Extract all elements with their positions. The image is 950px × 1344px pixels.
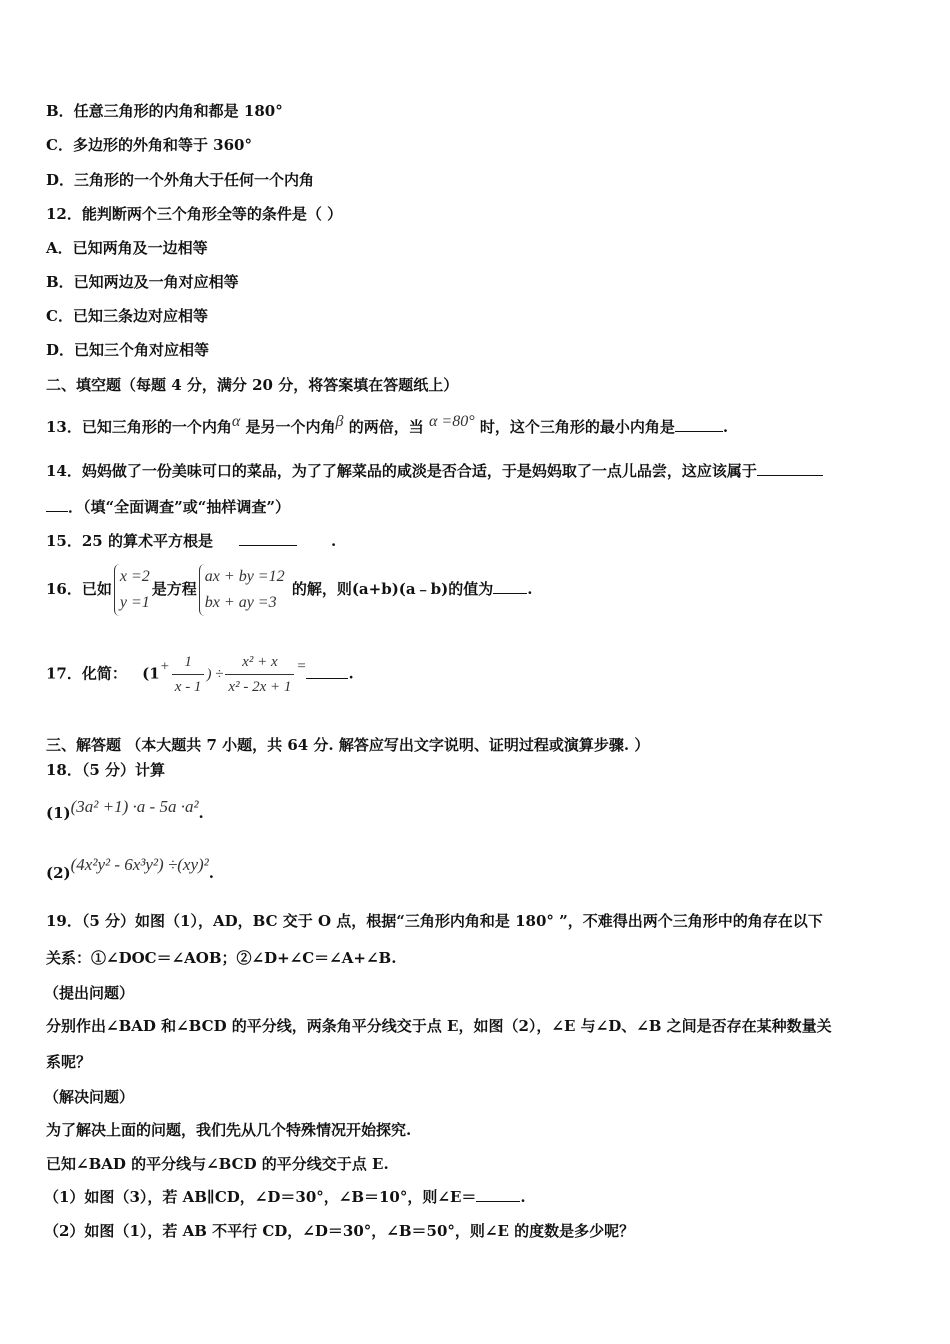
q16-equation-system [199, 564, 285, 616]
q16-sys1-eq1: x =2 [119, 568, 150, 585]
q13-condition: α =80° [429, 413, 475, 430]
q13-part3: 的两倍，当 [348, 418, 424, 436]
q12-option-a: A．已知两角及一边相等 [46, 239, 208, 257]
q19-line5: 为了解决上面的问题，我们先从几个特殊情况开始探究. [46, 1121, 412, 1139]
q15-line [46, 531, 336, 551]
q12-stem: 12．能判断两个三个角形全等的条件是（ ） [46, 205, 343, 223]
q18-stem: 18．（5 分）计算 [46, 761, 166, 779]
q19-raise-heading: （提出问题） [44, 984, 135, 1002]
q18-part2 [46, 853, 215, 882]
q17-f2-numerator: x² + x [225, 650, 294, 675]
q19-line1: 19．（5 分）如图（1），AD，BC 交于 O 点，根据“三角形内角和是 180° ”，不难得出两个三角形中的角存在以下 [46, 912, 823, 930]
q16-sys1-eq2: y =1 [119, 594, 150, 611]
q14-answer-blank[interactable] [757, 461, 823, 476]
q17-divide: ) ÷ [206, 666, 224, 683]
q14-answer-blank-cont[interactable] [46, 497, 68, 512]
q19-sub1-end: . [520, 1188, 526, 1206]
q13-part4: 时，这个三角形的最小内角是 [479, 418, 675, 436]
section3-heading: 三、解答题 （本大题共 7 小题，共 64 分. 解答应写出文字说明、证明过程或演算步骤. ） [46, 736, 650, 754]
q19-line4: 系呢？ [46, 1053, 92, 1071]
q17-end: . [348, 664, 354, 683]
q12-option-d: D．已知三个角对应相等 [46, 341, 210, 359]
q17-answer-blank[interactable] [306, 664, 348, 679]
q12-option-c: C．已知三条边对应相等 [46, 307, 208, 325]
q16-line [46, 564, 532, 616]
q15-text: 15．25 的算术平方根是 [46, 532, 213, 550]
q11-option-d: D．三角形的一个外角大于任何一个内角 [46, 171, 315, 189]
q17-f1-denominator: x - 1 [174, 679, 202, 695]
q16-answer-blank[interactable] [493, 579, 527, 594]
q19-solve-heading: （解决问题） [44, 1088, 135, 1106]
q18-p1-label: (1) [46, 804, 71, 822]
q15-end: . [330, 532, 337, 550]
q13-beta: β [335, 413, 344, 430]
q12-option-b: B．已知两边及一角对应相等 [46, 273, 239, 291]
q19-sub2: （2）如图（1），若 AB 不平行 CD，∠D＝30°，∠B＝50°，则∠E 的度数是多少呢？ [44, 1222, 635, 1240]
section2-heading: 二、填空题（每题 4 分，满分 20 分，将答案填在答题纸上） [46, 376, 459, 394]
q19-sub1-answer-blank[interactable] [476, 1187, 520, 1202]
q19-sub1 [44, 1187, 526, 1207]
q14-text: 14．妈妈做了一份美味可口的菜品，为了了解菜品的咸淡是否合适，于是妈妈取了一点儿品尝，这应该属于 [46, 462, 757, 480]
q18-p2-expression: (4x²y² - 6x³y²) ÷(xy)² [70, 855, 209, 874]
q13-end: . [722, 418, 729, 436]
q17-prefix: 17．化简： [46, 664, 127, 683]
q17-equals: = [296, 658, 307, 675]
q11-option-c: C．多边形的外角和等于 360° [46, 136, 252, 154]
q18-p1-expression: (3a² +1) ·a - 5a ·a² [70, 797, 199, 816]
q13-alpha: α [231, 413, 241, 430]
q16-solution-system [114, 564, 150, 616]
q16-end: . [527, 580, 533, 598]
q17-f2-denominator: x² - 2x + 1 [228, 679, 292, 695]
q18-p2-end: . [208, 864, 215, 882]
q18-p2-label: (2) [46, 864, 71, 882]
q13-part1: 13．已知三角形的一个内角 [46, 418, 232, 436]
q14-line2 [46, 497, 290, 517]
q13-part2: 是另一个内角 [245, 418, 336, 436]
q19-line6: 已知∠BAD 的平分线与∠BCD 的平分线交于点 E. [46, 1155, 389, 1173]
q13-line [46, 412, 728, 437]
q13-answer-blank[interactable] [675, 417, 723, 432]
q11-option-b: B．任意三角形的内角和都是 180° [46, 102, 283, 120]
q16-sys2-eq1: ax + by =12 [204, 568, 285, 585]
q17-open: (1 [142, 664, 160, 683]
q17-line [46, 650, 354, 699]
q17-fraction-2 [225, 650, 294, 699]
q18-part1 [46, 795, 204, 822]
q15-answer-blank[interactable] [239, 531, 297, 546]
q16-prefix: 16．已如 [46, 580, 112, 598]
q14-line1 [46, 461, 823, 481]
q17-f1-numerator: 1 [172, 650, 205, 675]
q14-hint: ．（填“全面调查”或“抽样调查”） [68, 498, 291, 516]
q17-fraction-1 [172, 650, 205, 699]
q19-sub1-text: （1）如图（3），若 AB∥CD，∠D＝30°，∠B＝10°，则∠E＝ [44, 1188, 477, 1206]
q19-line3: 分别作出∠BAD 和∠BCD 的平分线，两条角平分线交于点 E，如图（2），∠E 与∠D、∠B 之间是否存在某种数量关 [46, 1017, 832, 1035]
q16-sys2-eq2: bx + ay =3 [204, 594, 277, 611]
q16-suffix: 的解，则(a+b)(a﹣b)的值为 [291, 580, 494, 598]
q18-p1-end: . [198, 804, 204, 822]
q19-line2: 关系：①∠DOC＝∠AOB；②∠D+∠C＝∠A+∠B. [46, 949, 397, 967]
q16-mid: 是方程 [151, 580, 197, 598]
q17-plus: + [159, 658, 170, 675]
